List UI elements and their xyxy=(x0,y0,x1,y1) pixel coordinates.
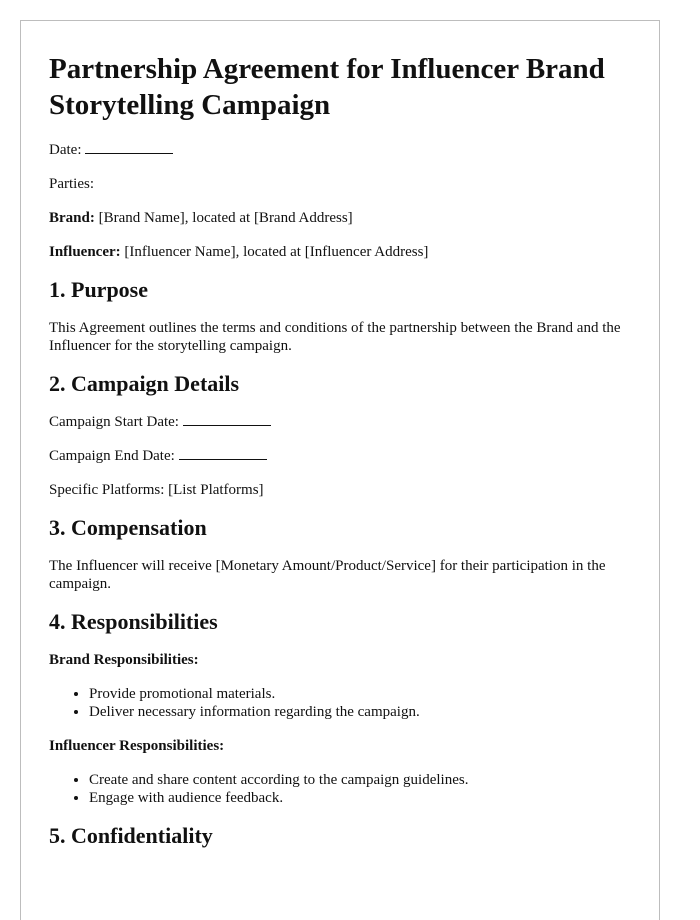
list-item: • Provide promotional materials. xyxy=(89,685,631,703)
date-line xyxy=(49,141,631,159)
date-blank xyxy=(85,141,173,154)
campaign-start-label: Campaign Start Date: xyxy=(49,414,179,430)
brand-responsibilities-heading: Brand Responsibilities: xyxy=(49,652,199,668)
list-item: • Create and share content according to the campaign guidelines. xyxy=(89,771,631,789)
section-heading-confidentiality: 5. Confidentiality xyxy=(49,823,213,848)
influencer-responsibilities-list xyxy=(49,771,631,807)
list-item: • Deliver necessary information regarding the campaign. xyxy=(89,703,631,721)
parties-label: Parties: xyxy=(49,176,94,192)
influencer-label: Influencer: xyxy=(49,244,121,260)
influencer-party-line xyxy=(49,243,631,261)
section-heading-compensation: 3. Compensation xyxy=(49,515,207,540)
campaign-end-label: Campaign End Date: xyxy=(49,448,175,464)
platforms-line: Specific Platforms: [List Platforms] xyxy=(49,482,264,498)
brand-responsibilities-list xyxy=(49,685,631,721)
page-title: Partnership Agreement for Influencer Brand Storytelling Campaign xyxy=(49,53,605,121)
compensation-text: The Influencer will receive [Monetary Amount/Product/Service] for their participation in the campaign. xyxy=(49,558,606,592)
section-heading-responsibilities: 4. Responsibilities xyxy=(49,609,218,634)
brand-party-text: [Brand Name], located at [Brand Address] xyxy=(98,210,353,226)
section-heading-campaign-details: 2. Campaign Details xyxy=(49,371,240,396)
campaign-end-line xyxy=(49,447,631,465)
influencer-responsibilities-heading: Influencer Responsibilities: xyxy=(49,738,225,754)
brand-party-line xyxy=(49,209,631,227)
influencer-party-text: [Influencer Name], located at [Influencer Address] xyxy=(124,244,429,260)
section-heading-purpose: 1. Purpose xyxy=(49,277,148,302)
list-item: • Engage with audience feedback. xyxy=(89,789,631,807)
purpose-text: This Agreement outlines the terms and conditions of the partnership between the Brand and the Influencer for the storytelling campaign. xyxy=(49,320,621,354)
agreement-document xyxy=(20,20,660,920)
date-label: Date: xyxy=(49,142,82,158)
campaign-end-blank xyxy=(179,447,267,460)
campaign-start-blank xyxy=(183,413,271,426)
campaign-start-line xyxy=(49,413,631,431)
brand-label: Brand: xyxy=(49,210,95,226)
